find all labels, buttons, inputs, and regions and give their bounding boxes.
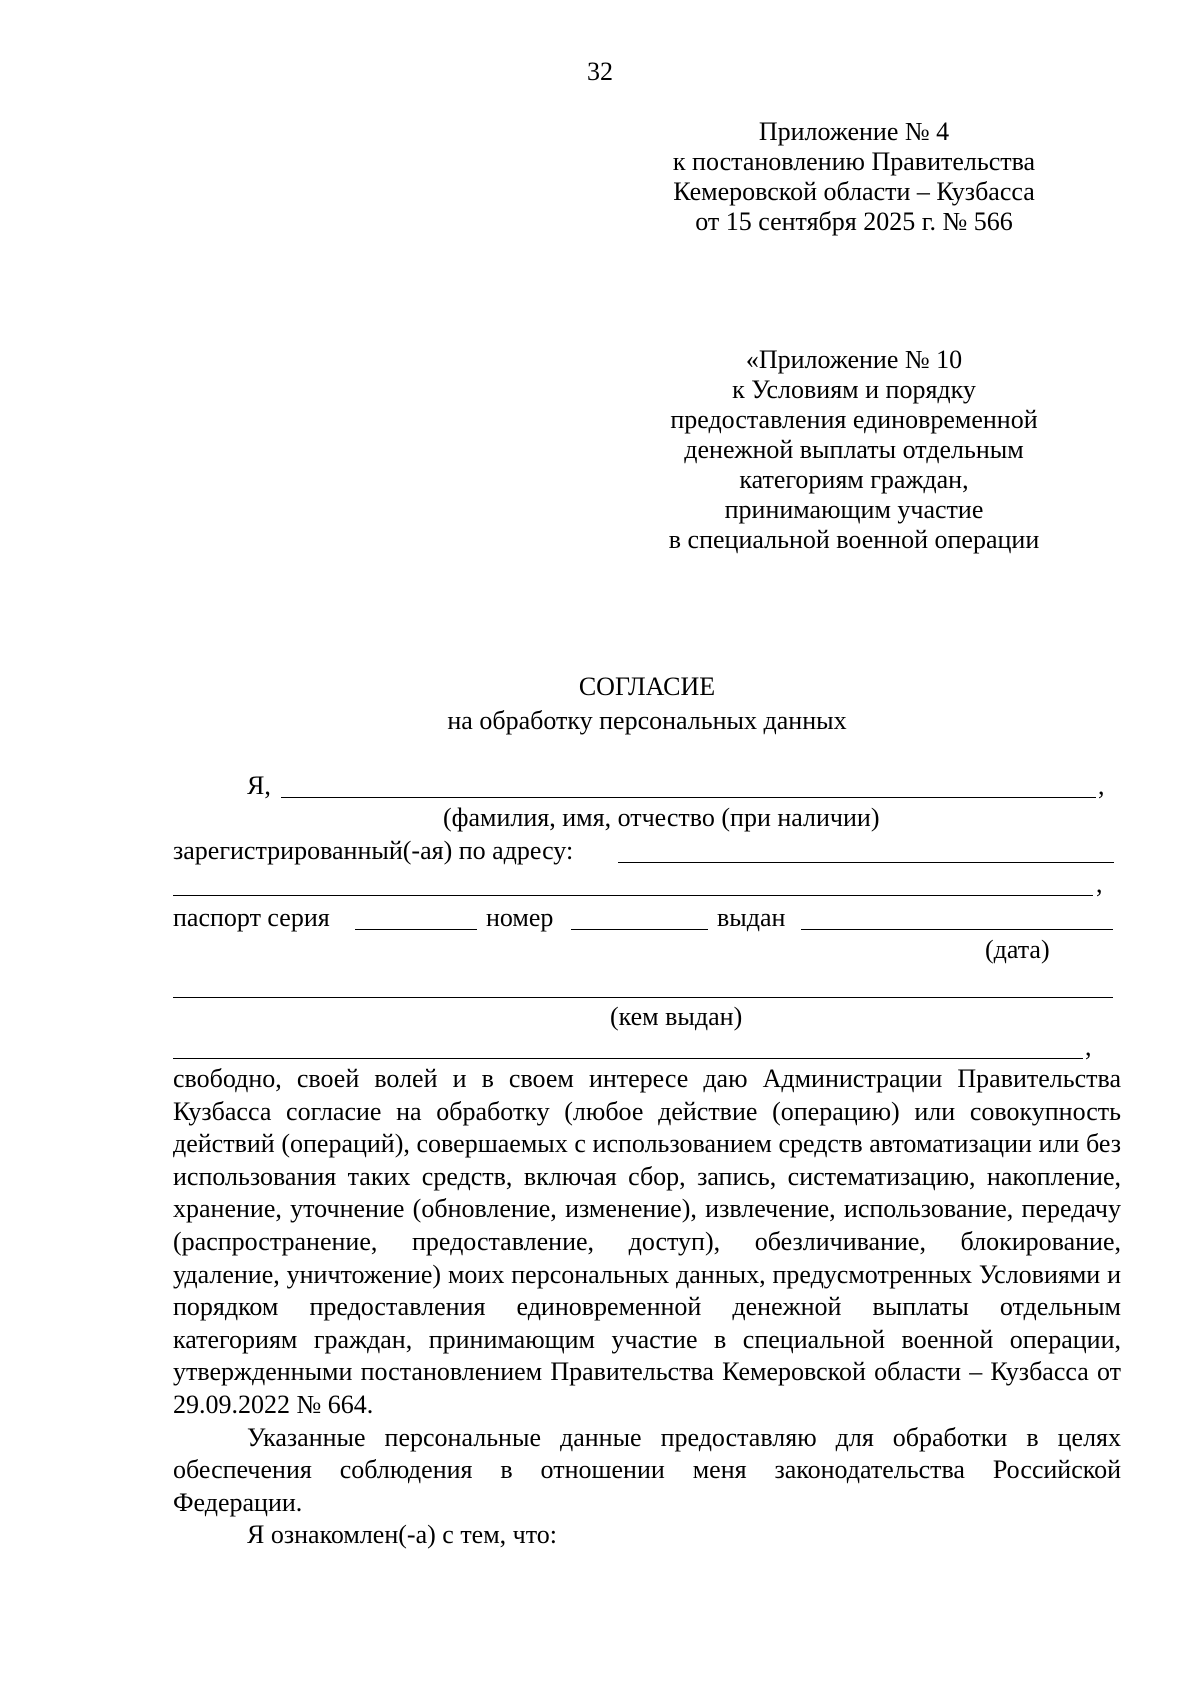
address-label: зарегистрированный(-ая) по адресу: [173,836,574,865]
comma: , [1085,1032,1092,1061]
appendix-line: от 15 сентября 2025 г. № 566 [695,207,1013,236]
passport-number-label: номер [486,903,554,932]
appendix-header [610,117,1098,237]
appendix-line: к постановлению Правительства [672,147,1036,176]
address-field[interactable] [618,838,1114,863]
sub-appendix-header [610,345,1098,555]
passport-number-field[interactable] [571,905,708,930]
issued-label: выдан [717,903,786,932]
sub-appendix-line: денежной выплаты отдельным [684,435,1024,464]
issue-date-field[interactable] [801,905,1113,930]
sub-appendix-line: принимающим участие [724,495,984,524]
comma: , [1098,771,1105,800]
consent-body [173,1063,1121,1552]
purpose-paragraph: Указанные персональные данные предоставляю для обработки в целях обеспечения соблюдения в отношении меня законодательства Российской Федерации. [173,1422,1121,1517]
sub-appendix-line: «Приложение № 10 [745,345,963,374]
document-subtitle: на обработку персональных данных [447,706,847,735]
issue-date-caption: (дата) [985,935,1050,964]
acknowledgement-paragraph: Я ознакомлен(-а) с тем, что: [247,1520,557,1550]
comma: , [1096,869,1103,898]
sub-appendix-line: к Условиям и порядку [732,375,976,404]
appendix-line: Кемеровской области – Кузбасса [673,177,1035,206]
sub-appendix-line: в специальной военной операции [668,525,1040,554]
address-field-continued[interactable] [173,871,1093,896]
sub-appendix-line: предоставления единовременной [670,405,1038,434]
full-name-caption: (фамилия, имя, отчество (при наличии) [443,803,880,832]
i-label: Я, [247,771,271,800]
full-name-field[interactable] [281,773,1096,798]
document-title: СОГЛАСИЕ [578,672,716,701]
passport-series-label: паспорт серия [173,903,330,932]
issued-by-caption: (кем выдан) [610,1002,743,1031]
appendix-line: Приложение № 4 [758,117,950,146]
passport-series-field[interactable] [355,905,477,930]
issued-by-field-continued[interactable] [173,1034,1083,1059]
page-number: 32 [587,57,613,86]
issued-by-field[interactable] [173,973,1113,998]
consent-paragraph: свободно, своей волей и в своем интересе даю Администрации Правительства Кузбасса согласие на обработку (любое действие (операцию) или совокупность действий (операций), совершаемых с использованием средств автоматизации или без использования таких средств, включая сбор, запись, систематизацию, накопление, хранение, уточнение (обновление, изменение), извлечение, использование, передачу (распространение, предоставление, доступ), обезличивание, блокирование, удаление, уничтожение) моих персональных данных, предусмотренных Условиями и порядком предоставления единовременной денежной выплаты отдельным категориям граждан, принимающим участие в специальной военной операции, утвержденными постановлением Правительства Кемеровской области – Кузбасса от 29.09.2022 № 664. [173,1064,1121,1419]
sub-appendix-line: категориям граждан, [739,465,969,494]
